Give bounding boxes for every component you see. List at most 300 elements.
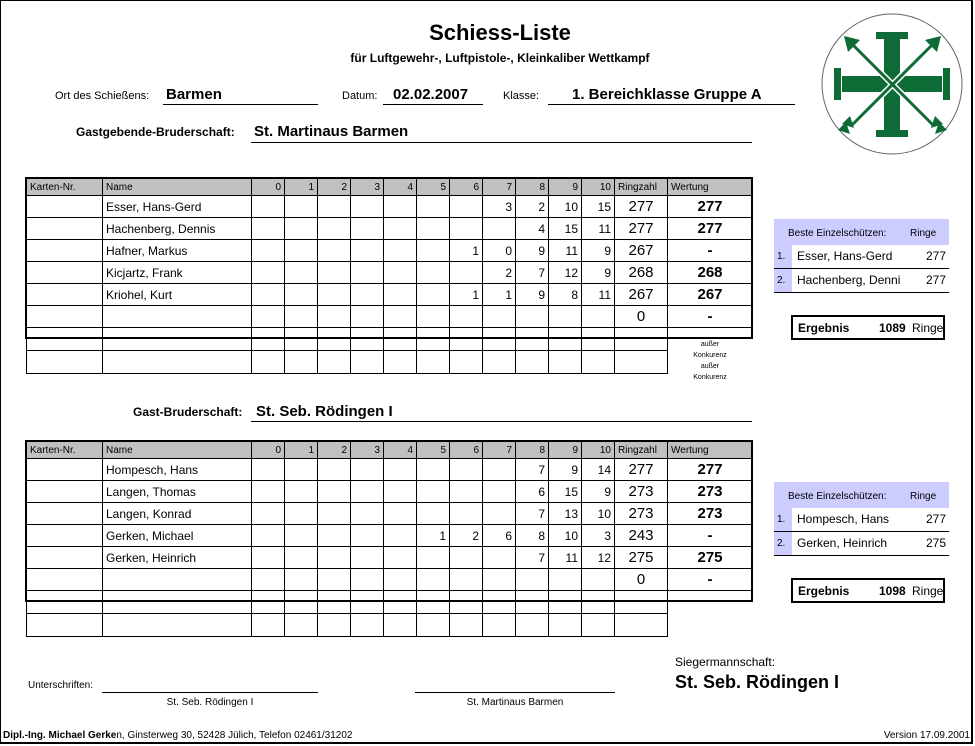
reserve-cell[interactable] [384,328,417,351]
guest-underline [251,421,752,422]
ring-count-cell[interactable] [450,569,483,591]
ring-count-cell[interactable] [285,547,318,569]
table-row [27,218,753,240]
ring-count-cell[interactable]: 9 [549,459,582,481]
best-name: Hachenberg, Denni [797,273,901,287]
wertung-cell: 267 [668,284,753,306]
shooter-name[interactable] [103,306,252,328]
reserve-cell[interactable] [27,328,103,351]
ringzahl-cell: 0 [615,569,668,591]
host-ergebnis-box [791,315,945,340]
ring-count-cell[interactable]: 7 [516,503,549,525]
karten-nr-cell[interactable] [27,525,103,547]
ring-count-cell[interactable] [450,459,483,481]
ring-count-cell[interactable] [549,306,582,328]
ring-count-cell[interactable] [483,547,516,569]
klasse-underline [548,104,795,105]
ring-count-cell[interactable] [252,240,285,262]
column-header: 4 [384,442,417,459]
ring-count-cell[interactable] [384,547,417,569]
reserve-cell[interactable] [549,614,582,637]
shooter-name[interactable]: Kriohel, Kurt [103,284,252,306]
ring-count-cell[interactable] [582,569,615,591]
ergebnis-unit: Ringe [912,584,944,598]
wertung-cell: - [668,525,753,547]
table-row [27,569,753,591]
ringzahl-cell: 275 [615,547,668,569]
table-row [27,503,753,525]
column-header: Name [103,442,252,459]
ring-count-cell[interactable] [417,240,450,262]
reserve-cell[interactable] [318,351,351,374]
ring-count-cell[interactable] [252,569,285,591]
best-row [774,269,949,293]
reserve-cell[interactable] [516,591,549,614]
ring-count-cell[interactable]: 1 [450,240,483,262]
ring-count-cell[interactable] [351,218,384,240]
ring-count-cell[interactable] [285,196,318,218]
ringzahl-cell: 277 [615,196,668,218]
ring-count-cell[interactable]: 11 [582,218,615,240]
ring-count-cell[interactable]: 7 [516,547,549,569]
ring-count-cell[interactable] [318,218,351,240]
reserve-cell[interactable] [549,591,582,614]
klasse-value[interactable]: 1. Bereichklasse Gruppe A [572,86,762,103]
ring-count-cell[interactable]: 14 [582,459,615,481]
ring-count-cell[interactable]: 12 [582,547,615,569]
ring-count-cell[interactable] [483,481,516,503]
ring-count-cell[interactable]: 15 [582,196,615,218]
reserve-cell[interactable] [450,614,483,637]
ring-count-cell[interactable] [450,218,483,240]
reserve-cell[interactable] [483,328,516,351]
ring-count-cell[interactable] [549,569,582,591]
ring-count-cell[interactable] [351,306,384,328]
reserve-cell[interactable] [103,351,252,374]
reserve-cell[interactable] [27,351,103,374]
shooter-name[interactable]: Esser, Hans-Gerd [103,196,252,218]
reserve-cell[interactable] [450,591,483,614]
ring-count-cell[interactable]: 1 [417,525,450,547]
ring-count-cell[interactable]: 9 [516,240,549,262]
ring-count-cell[interactable] [318,547,351,569]
best-rank: 2. [774,269,792,292]
ring-count-cell[interactable] [417,481,450,503]
ring-count-cell[interactable]: 1 [450,284,483,306]
reserve-cell[interactable] [615,328,668,351]
ring-count-cell[interactable] [450,481,483,503]
ring-count-cell[interactable] [417,196,450,218]
host-club[interactable]: St. Martinaus Barmen [254,123,409,140]
ring-count-cell[interactable] [318,306,351,328]
best-row [774,508,949,532]
reserve-cell[interactable] [103,328,252,351]
best-ringe-label: Ringe [910,228,937,239]
reserve-cell[interactable] [27,614,103,637]
ring-count-cell[interactable] [417,503,450,525]
reserve-cell[interactable] [582,328,615,351]
reserve-cell[interactable] [285,591,318,614]
ring-count-cell[interactable] [351,547,384,569]
ring-count-cell[interactable] [252,284,285,306]
ring-count-cell[interactable] [252,306,285,328]
ring-count-cell[interactable] [252,525,285,547]
best-name: Esser, Hans-Gerd [797,249,893,263]
ring-count-cell[interactable] [351,240,384,262]
cross-with-arrows-logo [820,12,965,157]
ring-count-cell[interactable] [384,284,417,306]
ring-count-cell[interactable]: 15 [549,218,582,240]
ring-count-cell[interactable] [450,196,483,218]
ring-count-cell[interactable] [285,306,318,328]
shooter-name[interactable]: Hafner, Markus [103,240,252,262]
ringzahl-cell: 267 [615,240,668,262]
ringzahl-cell: 277 [615,459,668,481]
reserve-cell[interactable] [285,351,318,374]
signature-name-1: St. Seb. Rödingen I [166,697,254,708]
wertung-cell: 277 [668,218,753,240]
reserve-cell[interactable] [252,328,285,351]
karten-nr-cell[interactable] [27,569,103,591]
reserve-cell[interactable] [384,351,417,374]
ring-count-cell[interactable] [318,569,351,591]
column-header: 1 [285,442,318,459]
column-header: Ringzahl [615,442,668,459]
ring-count-cell[interactable]: 6 [516,481,549,503]
table-row [27,481,753,503]
ring-count-cell[interactable] [483,218,516,240]
shooter-name[interactable]: Gerken, Heinrich [103,547,252,569]
ring-count-cell[interactable]: 8 [549,284,582,306]
ring-count-cell[interactable] [318,481,351,503]
reserve-cell[interactable] [285,614,318,637]
ring-count-cell[interactable] [285,240,318,262]
ring-count-cell[interactable] [285,569,318,591]
ergebnis-value: 1098 [879,584,906,598]
reserve-cell[interactable] [417,351,450,374]
wertung-cell: 273 [668,503,753,525]
reserve-row [27,614,753,637]
ring-count-cell[interactable] [351,481,384,503]
best-ringe: 277 [925,512,946,526]
ring-count-cell[interactable] [384,481,417,503]
column-header: Ringzahl [615,179,668,196]
karten-nr-cell[interactable] [27,284,103,306]
ring-count-cell[interactable] [351,569,384,591]
karten-nr-cell[interactable] [27,218,103,240]
reserve-cell[interactable] [351,351,384,374]
reserve-cell[interactable] [351,614,384,637]
column-header: 5 [417,442,450,459]
ring-count-cell[interactable]: 3 [483,196,516,218]
ring-count-cell[interactable] [285,525,318,547]
ring-count-cell[interactable]: 11 [549,240,582,262]
karten-nr-cell[interactable] [27,240,103,262]
ring-count-cell[interactable] [483,503,516,525]
ring-count-cell[interactable] [318,196,351,218]
reserve-cell[interactable] [318,591,351,614]
ring-count-cell[interactable] [417,284,450,306]
column-header: 10 [582,179,615,196]
karten-nr-cell[interactable] [27,196,103,218]
wertung-cell: 275 [668,547,753,569]
ring-count-cell[interactable]: 9 [582,240,615,262]
reserve-cell[interactable] [103,614,252,637]
reserve-cell[interactable] [252,351,285,374]
reserve-row [27,351,753,374]
ring-count-cell[interactable] [450,503,483,525]
ring-count-cell[interactable] [384,262,417,284]
wertung-cell: 277 [668,196,753,218]
ring-count-cell[interactable] [516,306,549,328]
reserve-cell[interactable] [615,351,668,374]
ring-count-cell[interactable] [351,525,384,547]
reserve-cell[interactable] [582,591,615,614]
ring-count-cell[interactable] [318,262,351,284]
reserve-cell[interactable] [252,614,285,637]
reserve-cell[interactable] [516,614,549,637]
signature-line-1[interactable] [102,692,318,693]
best-header-label: Beste Einzelschützen: [788,228,887,239]
ring-count-cell[interactable]: 7 [516,262,549,284]
ring-count-cell[interactable] [417,547,450,569]
ring-count-cell[interactable] [318,284,351,306]
ring-count-cell[interactable]: 1 [483,284,516,306]
ring-count-cell[interactable] [450,306,483,328]
ring-count-cell[interactable] [285,262,318,284]
wertung-cell: - [668,306,753,328]
best-ringe-label: Ringe [910,491,937,502]
reserve-cell[interactable] [582,351,615,374]
ring-count-cell[interactable] [384,306,417,328]
reserve-cell[interactable] [516,328,549,351]
ring-count-cell[interactable] [483,459,516,481]
ring-count-cell[interactable] [285,218,318,240]
table-row [27,262,753,284]
ring-count-cell[interactable] [252,481,285,503]
ring-count-cell[interactable]: 10 [549,196,582,218]
karten-nr-cell[interactable] [27,503,103,525]
reserve-cell[interactable] [549,351,582,374]
winner-label: Siegermannschaft: [675,655,776,669]
ring-count-cell[interactable] [384,569,417,591]
best-ringe: 277 [925,273,946,287]
ring-count-cell[interactable]: 9 [516,284,549,306]
column-header: 8 [516,442,549,459]
ring-count-cell[interactable] [450,547,483,569]
ring-count-cell[interactable] [318,459,351,481]
ring-count-cell[interactable]: 6 [483,525,516,547]
reserve-cell[interactable] [285,328,318,351]
guest-club[interactable]: St. Seb. Rödingen I [256,403,393,420]
host-underline [251,142,752,143]
ring-count-cell[interactable] [384,196,417,218]
table-row [27,284,753,306]
reserve-cell[interactable] [516,351,549,374]
ring-count-cell[interactable]: 7 [516,459,549,481]
ring-count-cell[interactable] [384,240,417,262]
ring-count-cell[interactable]: 13 [549,503,582,525]
column-header: 7 [483,442,516,459]
ring-count-cell[interactable]: 2 [483,262,516,284]
klasse-label: Klasse: [503,90,540,102]
ring-count-cell[interactable] [252,547,285,569]
ringzahl-cell: 0 [615,306,668,328]
reserve-cell[interactable] [417,591,450,614]
column-header: Wertung [668,442,753,459]
reserve-cell[interactable] [417,614,450,637]
reserve-cell[interactable] [103,591,252,614]
shooter-name[interactable]: Hachenberg, Dennis [103,218,252,240]
ring-count-cell[interactable] [384,459,417,481]
ring-count-cell[interactable] [252,503,285,525]
ring-count-cell[interactable] [384,525,417,547]
column-header: 3 [351,442,384,459]
ring-count-cell[interactable] [417,459,450,481]
ring-count-cell[interactable] [417,306,450,328]
best-header [774,482,949,508]
ausser-konkurenz-2: außer Konkurenz [693,363,727,381]
ergebnis-label: Ergebnis [798,584,850,598]
ring-count-cell[interactable]: 15 [549,481,582,503]
page-title: Schiess-Liste [429,20,571,45]
ring-count-cell[interactable] [384,218,417,240]
karten-nr-cell[interactable] [27,306,103,328]
ort-underline [163,104,318,105]
ausser-konkurenz-1: außer Konkurenz [693,341,727,359]
ring-count-cell[interactable] [252,196,285,218]
ring-count-cell[interactable]: 11 [549,547,582,569]
column-header: 6 [450,179,483,196]
datum-underline [383,104,483,105]
reserve-cell[interactable] [351,328,384,351]
ring-count-cell[interactable]: 4 [516,218,549,240]
ring-count-cell[interactable] [351,284,384,306]
ringzahl-cell: 273 [615,481,668,503]
shooter-name[interactable] [103,569,252,591]
ring-count-cell[interactable] [285,284,318,306]
ring-count-cell[interactable]: 8 [516,525,549,547]
ring-count-cell[interactable]: 3 [582,525,615,547]
shooter-name[interactable]: Kicjartz, Frank [103,262,252,284]
ring-count-cell[interactable]: 12 [549,262,582,284]
ring-count-cell[interactable] [351,196,384,218]
reserve-cell[interactable] [483,614,516,637]
shooter-name[interactable]: Hompesch, Hans [103,459,252,481]
reserve-wertung-cell [668,591,753,614]
ring-count-cell[interactable]: 2 [450,525,483,547]
ring-count-cell[interactable] [252,459,285,481]
karten-nr-cell[interactable] [27,481,103,503]
reserve-cell[interactable] [615,591,668,614]
reserve-cell[interactable] [582,614,615,637]
karten-nr-cell[interactable] [27,262,103,284]
ort-label: Ort des Schießens: [55,90,150,102]
reserve-cell[interactable] [318,328,351,351]
ring-count-cell[interactable] [318,240,351,262]
best-header-label: Beste Einzelschützen: [788,491,887,502]
karten-nr-cell[interactable] [27,459,103,481]
ringzahl-cell: 277 [615,218,668,240]
ring-count-cell[interactable]: 9 [582,262,615,284]
ring-count-cell[interactable] [450,262,483,284]
reserve-cell[interactable] [252,591,285,614]
ring-count-cell[interactable]: 11 [582,284,615,306]
ring-count-cell[interactable] [516,569,549,591]
reserve-cell[interactable] [483,351,516,374]
reserve-cell[interactable] [27,591,103,614]
ringzahl-cell: 273 [615,503,668,525]
karten-nr-cell[interactable] [27,547,103,569]
ring-count-cell[interactable] [483,306,516,328]
ring-count-cell[interactable] [417,218,450,240]
ring-count-cell[interactable] [582,306,615,328]
reserve-cell[interactable] [384,591,417,614]
ring-count-cell[interactable] [285,481,318,503]
ring-count-cell[interactable]: 10 [549,525,582,547]
ring-count-cell[interactable] [318,503,351,525]
ring-count-cell[interactable] [483,569,516,591]
ring-count-cell[interactable]: 9 [582,481,615,503]
best-rank: 1. [774,508,792,531]
datum-value[interactable]: 02.02.2007 [393,86,469,103]
best-rank: 2. [774,532,792,555]
guest-label: Gast-Bruderschaft: [133,405,243,419]
wertung-cell: 273 [668,481,753,503]
reserve-cell[interactable] [318,614,351,637]
ring-count-cell[interactable] [351,262,384,284]
reserve-cell[interactable] [615,614,668,637]
reserve-cell[interactable] [417,328,450,351]
winner-value: St. Seb. Rödingen I [675,672,840,692]
column-header: 9 [549,442,582,459]
table-row [27,306,753,328]
guest-score-table [26,441,753,637]
shooter-name[interactable]: Langen, Thomas [103,481,252,503]
column-header: Karten-Nr. [27,442,103,459]
ring-count-cell[interactable] [318,525,351,547]
table-header-row [27,442,753,459]
reserve-cell[interactable] [483,591,516,614]
ring-count-cell[interactable] [252,218,285,240]
column-header: 8 [516,179,549,196]
ring-count-cell[interactable] [351,459,384,481]
ringzahl-cell: 243 [615,525,668,547]
ring-count-cell[interactable]: 10 [582,503,615,525]
reserve-cell[interactable] [351,591,384,614]
ring-count-cell[interactable]: 0 [483,240,516,262]
signature-line-2[interactable] [415,692,615,693]
ring-count-cell[interactable]: 2 [516,196,549,218]
ring-count-cell[interactable] [285,503,318,525]
ergebnis-value: 1089 [879,321,906,335]
shooter-name[interactable]: Gerken, Michael [103,525,252,547]
shooter-name[interactable]: Langen, Konrad [103,503,252,525]
reserve-cell[interactable] [450,328,483,351]
ring-count-cell[interactable] [384,503,417,525]
ring-count-cell[interactable] [285,459,318,481]
ring-count-cell[interactable] [417,569,450,591]
table-header-row [27,179,753,196]
ring-count-cell[interactable] [351,503,384,525]
reserve-cell[interactable] [450,351,483,374]
ring-count-cell[interactable] [252,262,285,284]
ring-count-cell[interactable] [417,262,450,284]
ort-value[interactable]: Barmen [166,86,222,103]
author-line [3,730,352,741]
reserve-cell[interactable] [549,328,582,351]
reserve-cell[interactable] [384,614,417,637]
